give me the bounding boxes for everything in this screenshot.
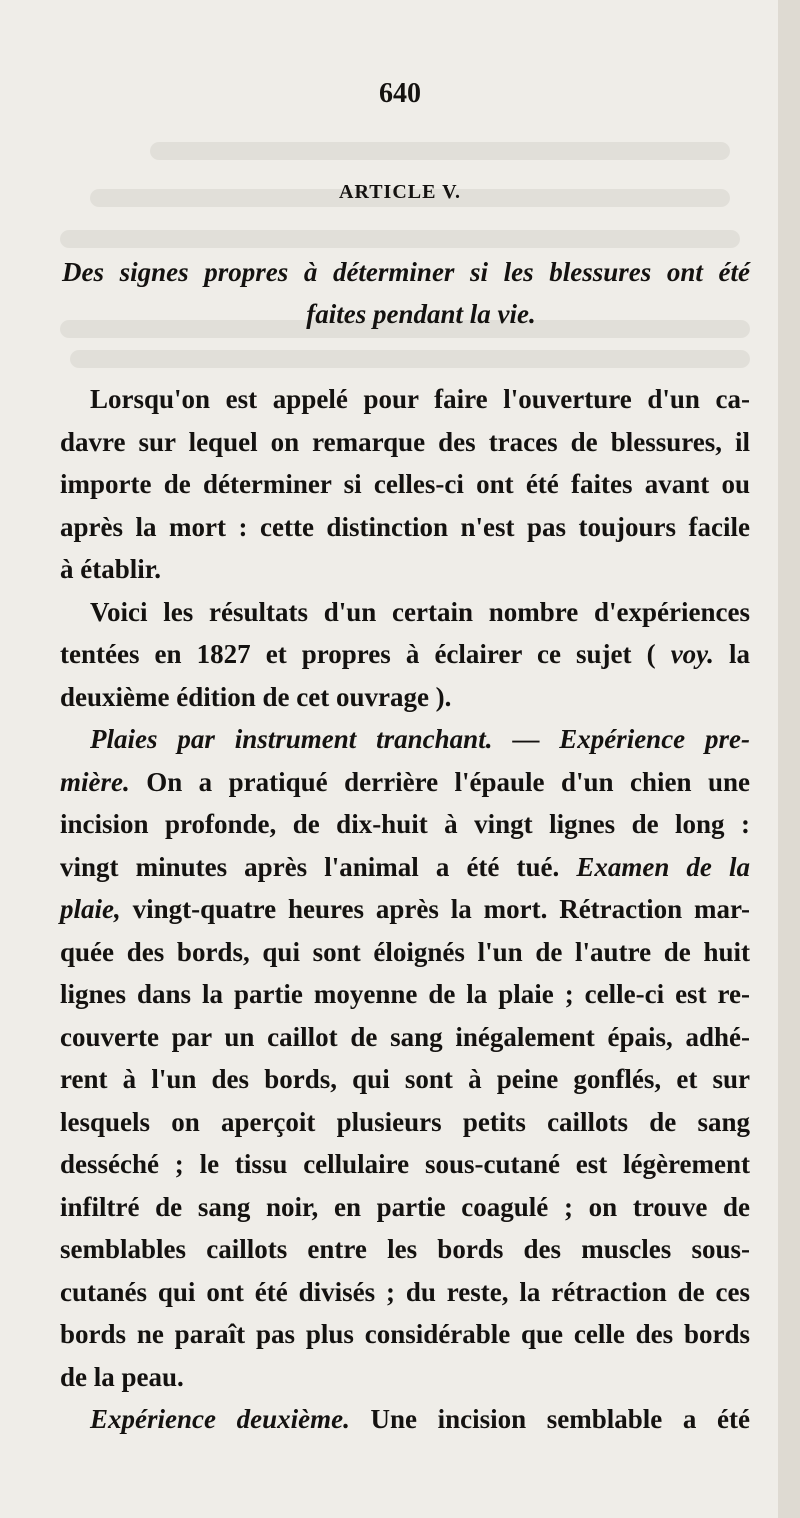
text-line: importe de déterminer si celles-ci ont été faites avant ou <box>60 469 750 499</box>
page-edge <box>778 0 800 1518</box>
text-line: davre sur lequel on remarque des traces de blessures, il <box>60 426 750 457</box>
text-line: couverte par un caillot de sang inégalement épais, adhé- <box>60 1021 750 1052</box>
text-line: après la mort : cette distinction n'est pas toujours facile <box>60 511 750 542</box>
body-text <box>60 378 750 1441</box>
text-line-with-italic <box>60 846 750 889</box>
section-title-line-2: faites pendant la vie. <box>306 299 536 329</box>
text-line: bords ne paraît pas plus considérable que celle des bords <box>60 1319 750 1349</box>
text-line: semblables caillots entre les bords des muscles sous- <box>60 1234 750 1264</box>
text-line: lignes dans la partie moyenne de la plaie ; celle-ci est re- <box>60 979 750 1009</box>
text-line: Lorsqu'on est appelé pour faire l'ouverture d'un ca- <box>90 384 750 414</box>
text-line: Voici les résultats d'un certain nombre d'expériences <box>90 596 750 627</box>
text-fragment: — <box>492 724 560 754</box>
article-heading: ARTICLE V. <box>339 181 461 203</box>
text-line: à établir. <box>60 554 161 584</box>
italic-fragment: Plaies par instrument tranchant. <box>90 724 493 754</box>
text-line: desséché ; le tissu cellulaire sous-cutané est légèrement <box>60 1149 750 1179</box>
text-line-with-italic <box>60 888 750 931</box>
italic-fragment: Examen de la <box>576 851 750 882</box>
text-line: lesquels on aperçoit plusieurs petits caillots de sang <box>60 1106 750 1137</box>
text-fragment: On a pratiqué derrière l'épaule d'un chien une <box>129 766 750 797</box>
text-line-with-italic <box>60 761 750 804</box>
page-number: 640 <box>379 78 421 109</box>
text-line: rent à l'un des bords, qui sont à peine gonflés, et sur <box>60 1064 750 1094</box>
italic-fragment: voy. <box>670 639 714 669</box>
text-fragment: tentées en 1827 et propres à éclairer ce sujet ( <box>60 639 671 669</box>
text-line: incision profonde, de dix-huit à vingt lignes de long : <box>60 809 750 839</box>
text-line-with-italic <box>60 1398 750 1441</box>
text-line-with-italic <box>60 633 750 676</box>
text-fragment: la <box>713 639 750 669</box>
italic-fragment: Expérience deuxième. <box>90 1404 350 1434</box>
section-title <box>62 251 750 335</box>
section-title-line-1: Des signes propres à déterminer si les blessures ont été <box>62 257 750 287</box>
text-line: cutanés qui ont été divisés ; du reste, la rétraction de ces <box>60 1276 750 1307</box>
text-line-with-italic <box>60 718 750 761</box>
italic-fragment: mière. <box>60 766 130 797</box>
text-fragment: vingt-quatre heures après la mort. Rétraction mar- <box>120 894 750 924</box>
text-line: de la peau. <box>60 1361 184 1392</box>
text-line: quée des bords, qui sont éloignés l'un de l'autre de huit <box>60 936 750 967</box>
text-fragment: vingt minutes après l'animal a été tué. <box>60 851 577 882</box>
text-fragment: Une incision semblable a été <box>349 1404 750 1434</box>
italic-fragment: Expérience pre- <box>559 724 751 754</box>
text-line: infiltré de sang noir, en partie coagulé ; on trouve de <box>60 1191 750 1222</box>
text-line: deuxième édition de cet ouvrage ). <box>60 681 452 712</box>
italic-fragment: plaie, <box>60 894 121 924</box>
